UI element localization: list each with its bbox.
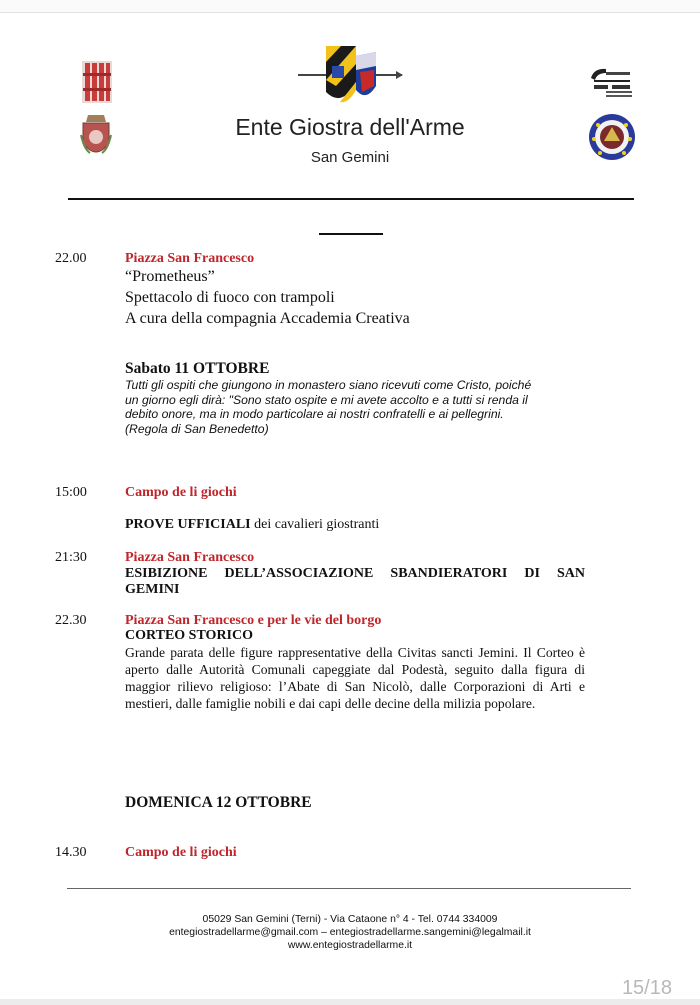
footer-website: www.entegiostradellarme.it xyxy=(287,940,413,951)
footer-address: 05029 San Gemini (Terni) - Via Cataone n° 4 - Tel. 0744 334009 xyxy=(202,914,498,925)
event-place: Campo de li giochi xyxy=(125,845,237,860)
coat-of-arms-stripes-icon xyxy=(82,61,112,103)
round-seal-icon xyxy=(588,113,636,161)
footer-divider xyxy=(67,888,631,889)
event-time: 15:00 xyxy=(55,485,87,500)
footer-emails: entegiostradellarme@gmail.com – entegiostradellarme.sangemini@legalmail.it xyxy=(169,927,531,938)
event-bold-text: PROVE UFFICIALI xyxy=(125,517,251,532)
quote-line: debito onore, ma in modo particolare ai nostri confratelli e ai pellegrini. xyxy=(125,407,504,421)
crest-emblem-icon xyxy=(296,42,404,114)
page-subtitle: San Gemini xyxy=(310,149,390,166)
event-title-line: ESIBIZIONE DELL’ASSOCIAZIONE SBANDIERATORI DI SAN xyxy=(125,566,585,581)
event-line: Spettacolo di fuoco con trampoli xyxy=(125,289,335,306)
event-title-line: GEMINI xyxy=(125,582,180,597)
event-paragraph: Grande parata delle figure rappresentative della Civitas sancti Jemini. Il Corteo è aperto dalle Autorità Comunali capeggiate dal Podestà, seguito dalla figura di maggior rilievo religioso: l’Abate di San Nicolò, dalle Corporazioni di Arti e mestieri, dalle famiglie nobili e dai capi delle decine della milizia popolare. xyxy=(125,645,585,711)
page-indicator: 15/18 xyxy=(621,977,672,999)
header-divider xyxy=(68,198,634,200)
event-line: A cura della compagnia Accademia Creativa xyxy=(125,310,410,327)
event-rest-text: dei cavalieri giostranti xyxy=(250,517,380,532)
event-time: 22.30 xyxy=(55,613,87,628)
event-place: Piazza San Francesco xyxy=(125,550,255,565)
day-heading-saturday: Sabato 11 OTTOBRE xyxy=(125,360,270,377)
event-time: 14.30 xyxy=(55,845,87,860)
event-place: Campo de li giochi xyxy=(125,485,237,500)
event-time: 22.00 xyxy=(55,251,87,266)
quote-line: (Regola di San Benedetto) xyxy=(125,421,269,436)
quote-line: un giorno egli dirà: "Sono stato ospite e mi avete accolto e a tutti si renda il xyxy=(125,392,528,407)
quote-line: Tutti gli ospiti che giungono in monastero siano ricevuti come Cristo, poiché xyxy=(125,378,532,392)
page-title: Ente Giostra dell'Arme xyxy=(235,114,465,140)
event-line: “Prometheus” xyxy=(125,268,215,285)
event-time: 21:30 xyxy=(55,550,87,565)
day-heading-sunday: DOMENICA 12 OTTOBRE xyxy=(125,794,312,811)
viewer-top-bar xyxy=(0,0,700,13)
event-heading: CORTEO STORICO xyxy=(125,628,254,643)
event-description xyxy=(125,517,379,533)
event-place: Piazza San Francesco xyxy=(125,251,255,266)
figs-logo-icon xyxy=(588,64,634,102)
header-divider-short xyxy=(319,233,383,235)
viewer-bottom-bar xyxy=(0,999,700,1005)
event-place: Piazza San Francesco e per le vie del borgo xyxy=(125,613,382,628)
